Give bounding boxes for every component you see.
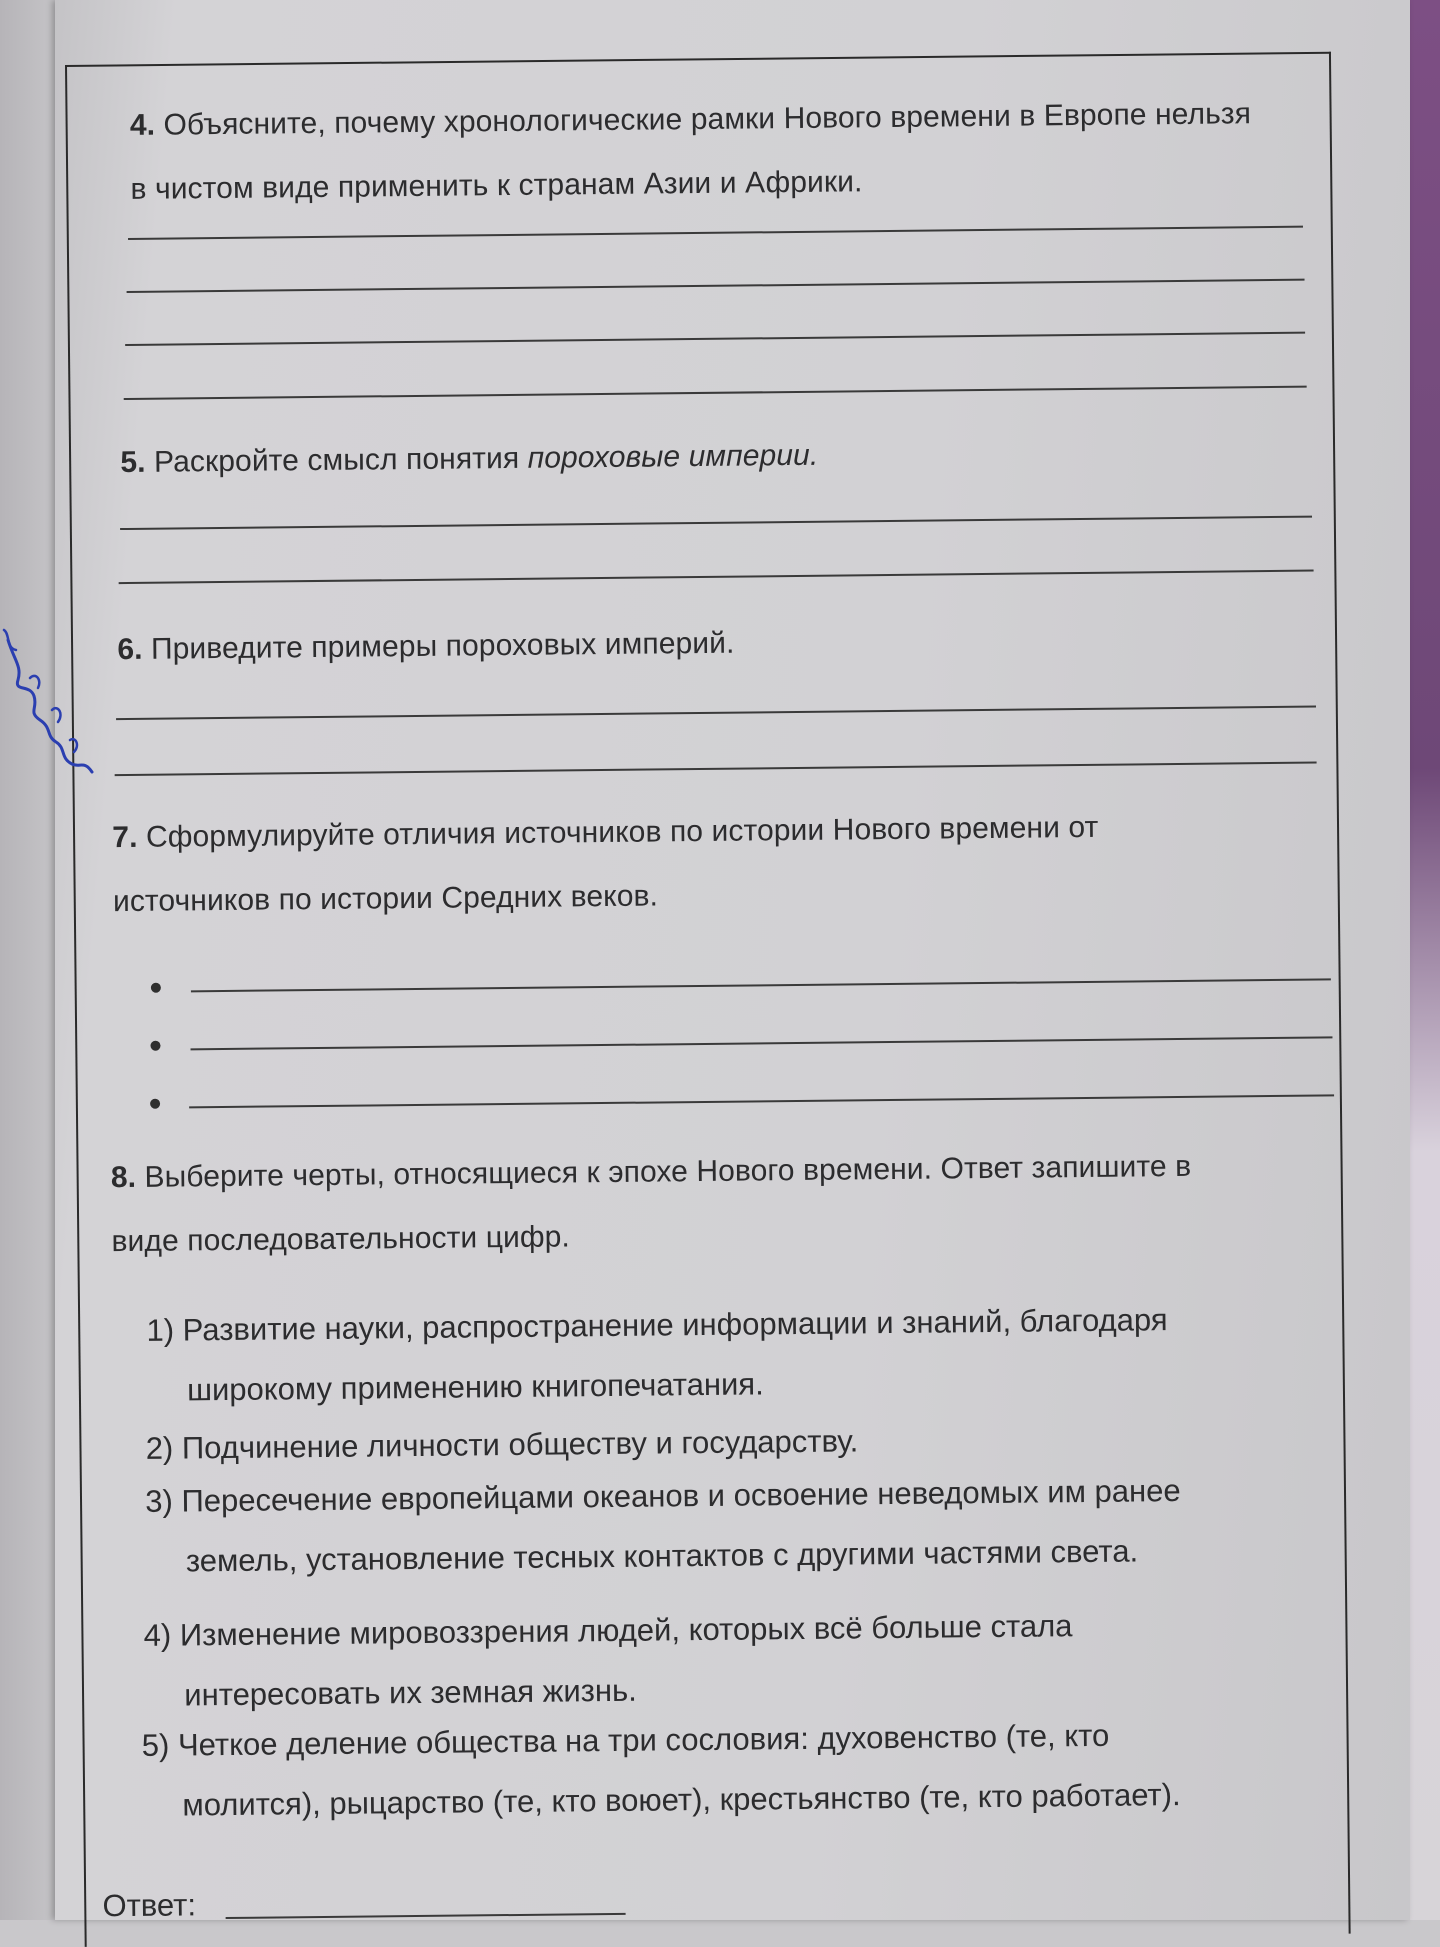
option-4: [143, 1596, 1073, 1726]
answer-line[interactable]: [125, 332, 1305, 346]
option-text: молится), рыцарство (те, кто воюет), крестьянство (те, кто работает).: [182, 1777, 1181, 1823]
question-number: 7.: [112, 820, 138, 855]
question-text: в чистом виде применить к странам Азии и Африки.: [130, 165, 863, 206]
bullet-point: [150, 1099, 160, 1109]
option-number: 2): [145, 1430, 174, 1466]
answer-line[interactable]: [127, 279, 1305, 293]
option-text: Пересечение европейцами океанов и освоение неведомых им ранее: [181, 1473, 1181, 1519]
answer-line[interactable]: [119, 570, 1314, 585]
question-text: Раскройте смысл понятия: [153, 441, 528, 479]
option-text: Изменение мировоззрения людей, которых всё больше стала: [179, 1608, 1073, 1653]
option-text: Развитие науки, распространение информации и знаний, благодаря: [182, 1302, 1168, 1348]
question-number: 6.: [117, 632, 143, 667]
answer-line[interactable]: [120, 516, 1312, 530]
question-text: источников по истории Средних веков.: [112, 879, 659, 919]
option-number: 4): [143, 1617, 172, 1653]
question-number: 5.: [120, 445, 146, 480]
answer-line[interactable]: [128, 226, 1303, 240]
answer-line[interactable]: [191, 978, 1331, 992]
option-number: 3): [145, 1483, 174, 1519]
question-text: Сформулируйте отличия источников по истории Нового времени от: [145, 810, 1099, 854]
answer-field[interactable]: [226, 1913, 626, 1919]
bullet-point: [151, 983, 161, 993]
option-text: широкому применению книгопечатания.: [186, 1366, 764, 1408]
option-number: 1): [146, 1312, 175, 1348]
answer-line[interactable]: [116, 706, 1316, 721]
question-6: [117, 612, 735, 682]
question-4: [130, 82, 1253, 222]
bullet-point: [150, 1041, 160, 1051]
question-number: 8.: [110, 1160, 137, 1195]
option-text: земель, установление тесных контактов с другими частями света.: [185, 1533, 1139, 1579]
option-text: интересовать их земная жизнь.: [184, 1672, 637, 1713]
option-3: [145, 1461, 1182, 1592]
question-text: Объясните, почему хронологические рамки Нового времени в Европе нельзя: [163, 97, 1252, 142]
answer-line[interactable]: [191, 1036, 1333, 1050]
question-5: [120, 424, 819, 495]
question-8: [111, 1135, 1193, 1274]
answer-label: Ответ:: [102, 1887, 197, 1924]
option-5: [142, 1705, 1181, 1836]
answer-line[interactable]: [115, 762, 1317, 777]
answer-line[interactable]: [189, 1094, 1334, 1108]
option-text: Четкое деление общества на три сословия: духовенство (те, кто: [177, 1717, 1110, 1763]
question-number: 4.: [129, 108, 156, 142]
option-1: [146, 1290, 1168, 1421]
question-7: [112, 796, 1099, 934]
question-term: пороховые империи.: [527, 438, 819, 475]
option-text: Подчинение личности обществу и государству.: [181, 1423, 859, 1466]
question-text: виде последовательности цифр.: [111, 1220, 571, 1259]
option-number: 5): [141, 1727, 170, 1763]
answer-line[interactable]: [124, 386, 1307, 400]
question-text: Выберите черты, относящиеся к эпохе Нового времени. Ответ запишите в: [144, 1149, 1192, 1194]
question-text: Приведите примеры пороховых империй.: [150, 626, 735, 666]
